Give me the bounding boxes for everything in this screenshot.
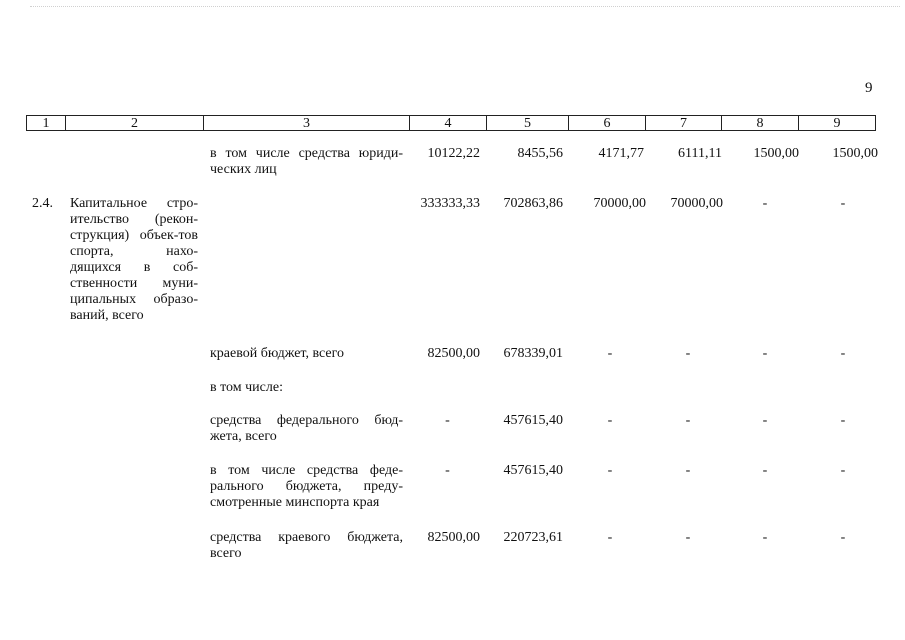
- value-col9: -: [840, 413, 846, 428]
- value-col9: -: [840, 196, 846, 211]
- value-col5: 8455,56: [517, 146, 563, 161]
- value-col4: 10122,22: [427, 146, 480, 161]
- row-description: в том числе средства юриди-ческих лиц: [210, 146, 403, 177]
- value-col6: -: [607, 463, 613, 478]
- value-col7: -: [685, 463, 691, 478]
- value-col9: -: [840, 463, 846, 478]
- value-col5: 678339,01: [503, 346, 563, 361]
- value-col7: -: [685, 413, 691, 428]
- value-col9: -: [840, 346, 846, 361]
- header-cell-3: 3: [203, 115, 409, 131]
- value-col4: 333333,33: [420, 196, 480, 211]
- value-col5: 702863,86: [503, 196, 563, 211]
- row-title: Капитальное стро-ительство (рекон-струкция) объек-тов спорта, нахо-дящихся в соб-ственности муни-ципальных образо-ваний, всего: [70, 196, 198, 323]
- value-col6: 4171,77: [598, 146, 644, 161]
- value-col8: -: [762, 530, 768, 545]
- value-col4: -: [445, 463, 450, 478]
- value-col7: -: [685, 346, 691, 361]
- value-col6: -: [607, 413, 613, 428]
- value-col4: 82500,00: [427, 530, 480, 545]
- value-col8: -: [762, 346, 768, 361]
- row-number: 2.4.: [32, 196, 53, 211]
- value-col6: 70000,00: [593, 196, 646, 211]
- header-cell-9: 9: [798, 115, 876, 131]
- value-col9: 1500,00: [832, 146, 878, 161]
- header-cell-5: 5: [486, 115, 568, 131]
- row-description: в том числе:: [210, 380, 283, 395]
- scan-artifact-line: [30, 6, 900, 10]
- value-col5: 220723,61: [503, 530, 563, 545]
- value-col7: 70000,00: [670, 196, 723, 211]
- header-cell-6: 6: [568, 115, 645, 131]
- value-col4: 82500,00: [427, 346, 480, 361]
- row-description: средства федерального бюд-жета, всего: [210, 413, 403, 444]
- header-cell-4: 4: [409, 115, 486, 131]
- value-col7: -: [685, 530, 691, 545]
- value-col8: -: [762, 463, 768, 478]
- value-col8: 1500,00: [753, 146, 799, 161]
- row-description: средства краевого бюджета, всего: [210, 530, 403, 561]
- value-col9: -: [840, 530, 846, 545]
- header-cell-8: 8: [721, 115, 798, 131]
- value-col8: -: [762, 413, 768, 428]
- header-cell-7: 7: [645, 115, 721, 131]
- header-cell-1: 1: [26, 115, 65, 131]
- page-number: 9: [865, 80, 873, 96]
- value-col8: -: [762, 196, 768, 211]
- value-col6: -: [607, 530, 613, 545]
- value-col5: 457615,40: [503, 413, 563, 428]
- row-description: в том числе средства феде-рального бюджета, преду-смотренные минспорта края: [210, 463, 403, 510]
- value-col5: 457615,40: [503, 463, 563, 478]
- header-cell-2: 2: [65, 115, 203, 131]
- value-col7: 6111,11: [678, 146, 722, 161]
- value-col6: -: [607, 346, 613, 361]
- value-col4: -: [445, 413, 450, 428]
- row-description: краевой бюджет, всего: [210, 346, 345, 361]
